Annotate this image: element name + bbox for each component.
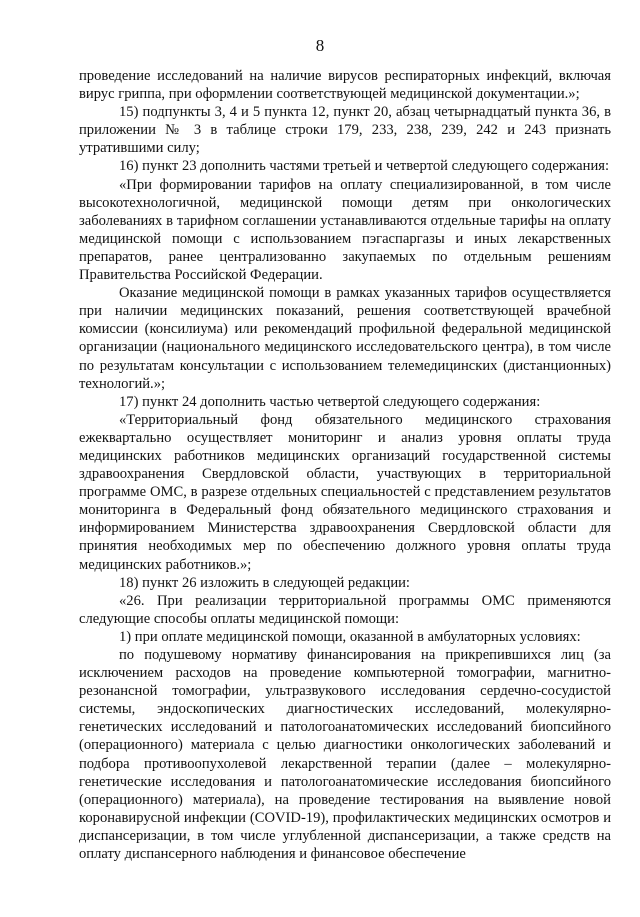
paragraph-quote-monitoring: «Территориальный фонд обязательного медицинского страхования ежеквартально осуществляет мониторинг и анализ уровня оплаты труда медицинских работников медицинских организаций государственной системы здравоохранения Свердловской области, участвующих в территориальной программе ОМС, в разрезе отдельных специальностей с представлением результатов мониторинга в Федеральный фонд обязательного медицинского страхования и информированием Министерства здравоохранения Свердловской области для принятия необходимых мер по обеспечению должного уровня оплаты труда медицинских работников.»; [79, 411, 611, 573]
document-body [79, 67, 611, 863]
page-number: 8 [315, 36, 325, 55]
paragraph-subitem-1: 1) при оплате медицинской помощи, оказанной в амбулаторных условиях: [119, 628, 581, 645]
paragraph-item-17: 17) пункт 24 дополнить частью четвертой следующего содержания: [119, 393, 541, 410]
paragraph-quote-medical-care: Оказание медицинской помощи в рамках указанных тарифов осуществляется при наличии медицинских показаний, решения соответствующей врачебной комиссии (консилиума) или рекомендаций профильной федеральной медицинской организации (национального медицинского исследовательского центра), в том числе по результатам консультации с использованием телемедицинских (дистанционных) технологий.»; [79, 285, 611, 392]
paragraph-item-16: 16) пункт 23 дополнить частями третьей и четвертой следующего содержания: [119, 158, 610, 175]
paragraph-per-capita-financing: по подушевому нормативу финансирования на прикрепившихся лиц (за исключением расходов на проведение компьютерной томографии, магнитно-резонансной томографии, ультразвукового исследования сердечно-сосудистой системы, эндоскопических диагностических исследований, молекулярно-генетических исследований и патологоанатомических исследований биопсийного (операционного) материала с целью диагностики онкологических заболеваний и подбора противоопухолевой лекарственной терапии (далее – молекулярно-генетические исследования и патологоанатомические исследования биопсийного (операционного) материала), на проведение тестирования на выявление новой коронавирусной инфекции (COVID-19), профилактических медицинских осмотров и диспансеризации, в том числе углубленной диспансеризации, а также средств на оплату диспансерного наблюдения и финансовое обеспечение [79, 647, 611, 863]
paragraph-quote-item-26: «26. При реализации территориальной программы ОМС применяются следующие способы оплаты медицинской помощи: [79, 592, 611, 627]
paragraph-quote-tariffs: «При формировании тарифов на оплату специализированной, в том числе высокотехнологичной, медицинской помощи детям при онкологических заболеваниях в тарифном соглашении устанавливаются отдельные тарифы на оплату медицинской помощи с использованием пэгаспаргазы и иных лекарственных препаратов, ранее централизованно закупаемых по отдельным решениям Правительства Российской Федерации. [79, 176, 611, 284]
paragraph-continuation: проведение исследований на наличие вирусов респираторных инфекций, включая вирус гриппа, при оформлении соответствующей медицинской документации.»; [79, 68, 611, 103]
paragraph-item-18: 18) пункт 26 изложить в следующей редакции: [119, 574, 410, 591]
paragraph-item-15: 15) подпункты 3, 4 и 5 пункта 12, пункт 20, абзац четырнадцатый пункта 36, в приложении № 3 в таблице строки 179, 233, 238, 239, 242 и 243 признать утратившими силу; [79, 104, 611, 157]
